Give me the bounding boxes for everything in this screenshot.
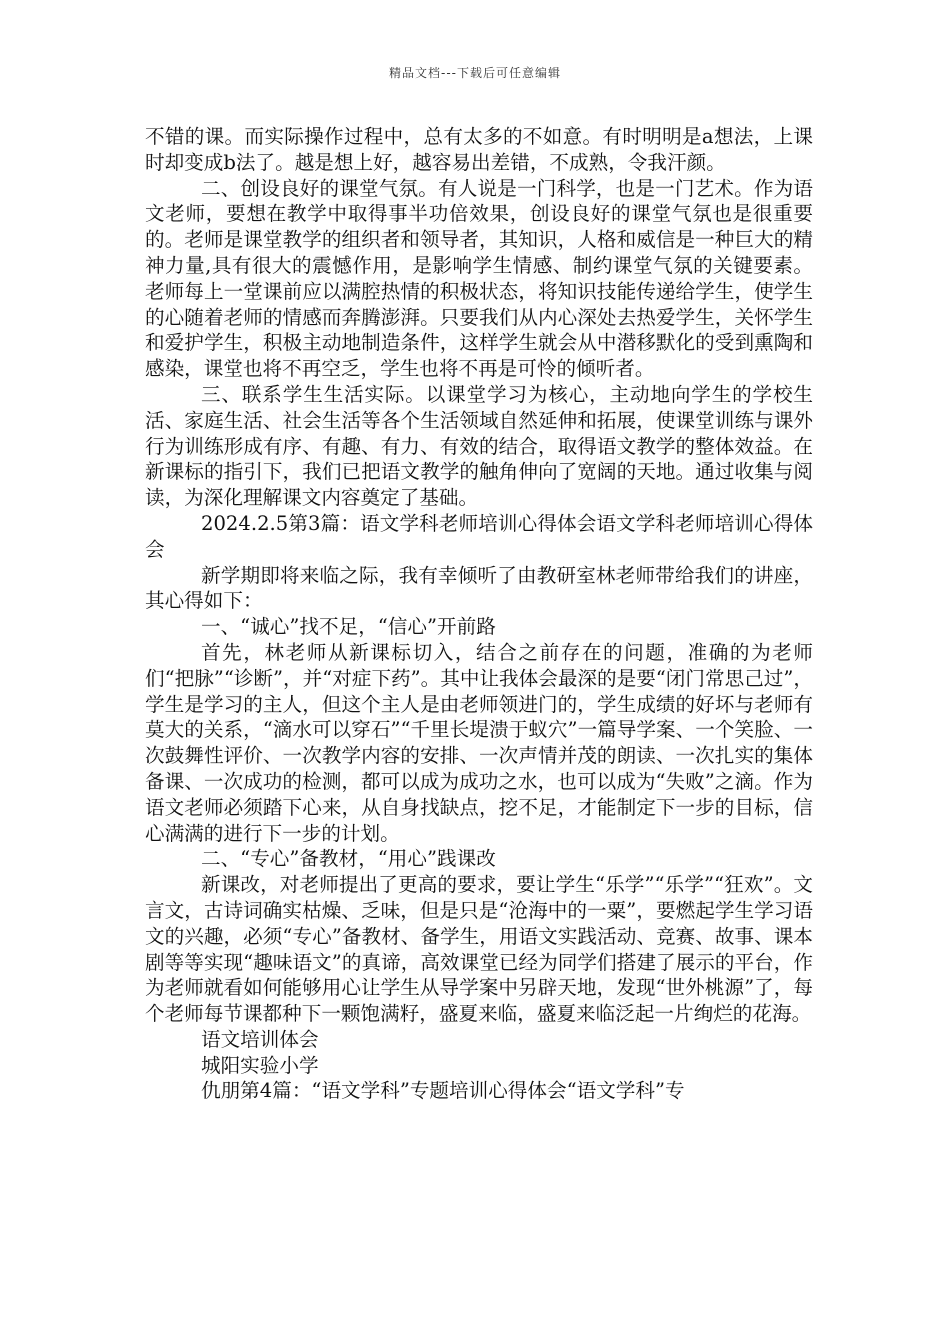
page-header: 精品文档---下载后可任意编辑 <box>389 66 561 80</box>
signature-school: 城阳实验小学 <box>201 1053 319 1077</box>
paragraph: 三、联系学生生活实际。以课堂学习为核心，主动地向学生的学校生活、家庭生活、社会生活等各个生活领域自然延伸和拓展，使课堂训练与课外行为训练形成有序、有趣、有力、有效的结合，取得语文教学的整体效益。在新课标的指引下，我们已把语文教学的触角伸向了宽阔的天地。通过收集与阅读，为深化理解课文内容奠定了基础。 <box>145 382 813 510</box>
section-title: 仇朋第4篇：“语文学科”专题培训心得体会“语文学科”专 <box>201 1079 685 1103</box>
paragraph: 二、创设良好的课堂气氛。有人说是一门科学，也是一门艺术。作为语文老师，要想在教学中取得事半功倍效果，创设良好的课堂气氛也是很重要的。老师是课堂教学的组织者和领导者，其知识，人格和威信是一种巨大的精神力量,具有很大的震憾作用，是影响学生情感、制约课堂气氛的关键要素。老师每上一堂课前应以满腔热情的积极状态，将知识技能传递给学生，使学生的心随着老师的情感而奔腾澎湃。只要我们从内心深处去热爱学生，关怀学生和爱护学生，积极主动地制造条件，这样学生就会从中潜移默化的受到熏陶和感染，课堂也将不再空乏，学生也将不再是可怜的倾听者。 <box>145 176 813 381</box>
paragraph: 新课改，对老师提出了更高的要求，要让学生“乐学”“乐学”“狂欢”。文言文，古诗词确实枯燥、乏味，但是只是“沧海中的一粟”，要燃起学生学习语文的兴趣，必须“专心”备教材、备学生，用语文实践活动、竞赛、故事、课本剧等等实现“趣味语文”的真谛，高效课堂已经为同学们搭建了展示的平台，作为老师就看如何能够用心让学生从导学案中另辟天地，发现“世外桃源”了，每个老师每节课都种下一颗饱满籽，盛夏来临，盛夏来临泛起一片绚烂的花海。 <box>145 873 813 1026</box>
signature-title: 语文培训体会 <box>201 1027 319 1051</box>
paragraph: 首先，林老师从新课标切入，结合之前存在的问题，准确的为老师们“把脉”“诊断”，并“对症下药”。其中让我体会最深的是要“闭门常思己过”，学生是学习的主人，但这个主人是由老师领进门的，学生成绩的好坏与老师有莫大的关系，“滴水可以穿石”“千里长堤溃于蚁穴”一篇导学案、一个笑脸、一次鼓舞性评价、一次教学内容的安排、一次声情并茂的朗读、一次扎实的集体备课、一次成功的检测，都可以成为成功之水，也可以成为“失败”之滴。作为语文老师必须踏下心来，从自身找缺点，挖不足，才能制定下一步的目标，信心满满的进行下一步的计划。 <box>145 640 813 845</box>
subheading: 一、“诚心”找不足，“信心”开前路 <box>201 615 496 639</box>
section-title: 2024.2.5第3篇：语文学科老师培训心得体会语文学科老师培训心得体会 <box>145 511 813 561</box>
paragraph: 新学期即将来临之际，我有幸倾听了由教研室林老师带给我们的讲座，其心得如下： <box>145 563 813 613</box>
subheading: 二、“专心”备教材，“用心”践课改 <box>201 847 496 871</box>
paragraph: 不错的课。而实际操作过程中，总有太多的不如意。有时明明是a想法，上课时却变成b法了。越是想上好，越容易出差错，不成熟，令我汗颜。 <box>145 125 813 174</box>
document-body <box>145 124 813 1104</box>
